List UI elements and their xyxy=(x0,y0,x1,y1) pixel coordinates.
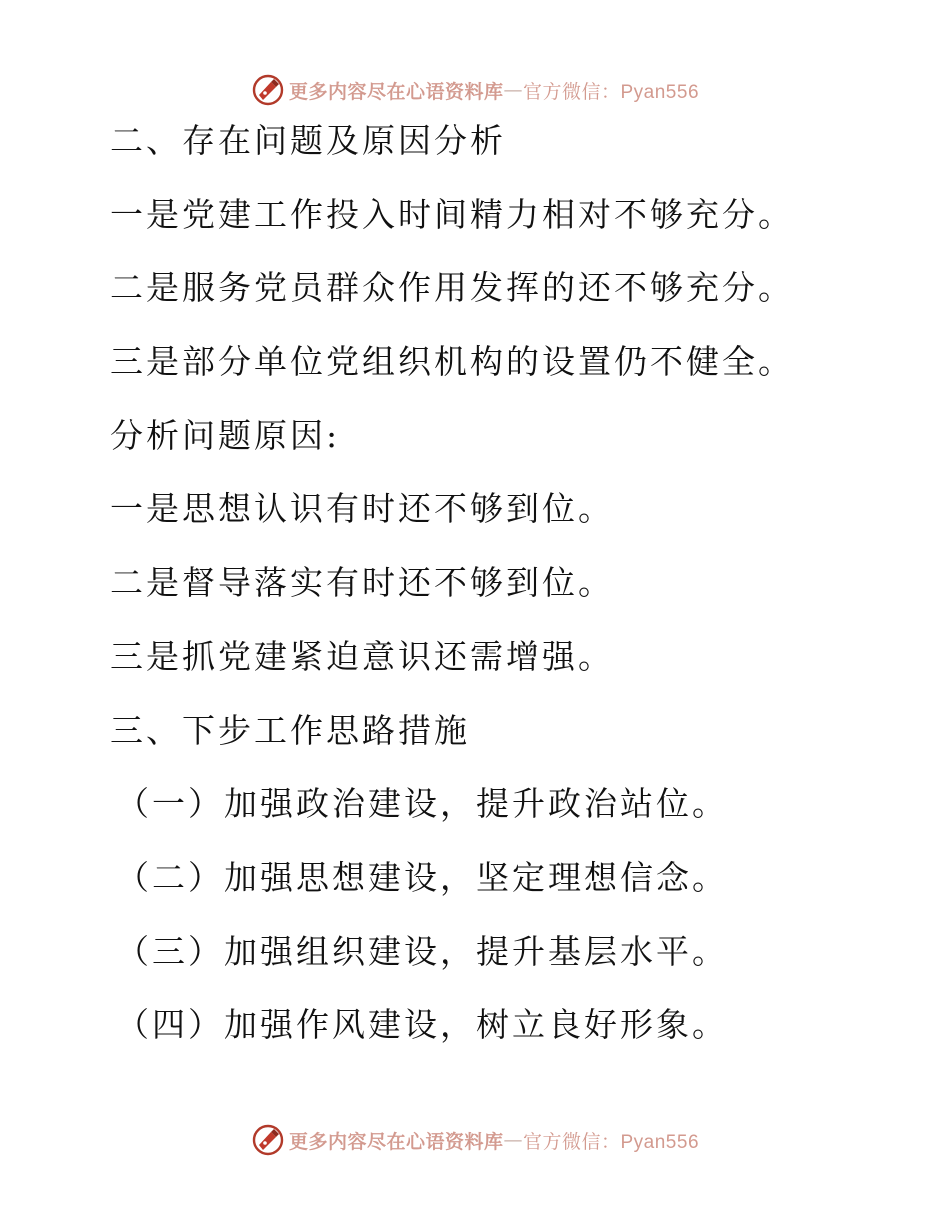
measure-item-2: （二）加强思想建设，坚定理想信念。 xyxy=(116,857,728,897)
section-heading-next-steps: 三、下步工作思路措施 xyxy=(110,710,470,750)
watermark-account-text: 官方微信：Pyan556 xyxy=(523,1131,700,1153)
cause-item-1: 一是思想认识有时还不够到位。 xyxy=(110,489,614,529)
measure-item-1: （一）加强政治建设，提升政治站位。 xyxy=(116,784,728,824)
problem-item-2: 二是服务党员群众作用发挥的还不够充分。 xyxy=(110,268,794,308)
measure-item-3: （三）加强组织建设，提升基层水平。 xyxy=(116,931,728,971)
problem-item-3: 三是部分单位党组织机构的设置仍不健全。 xyxy=(110,342,794,382)
measure-item-4: （四）加强作风建设，树立良好形象。 xyxy=(116,1005,728,1045)
watermark-account-text: 官方微信：Pyan556 xyxy=(523,81,700,103)
watermark-separator: — xyxy=(503,79,523,101)
cause-analysis-heading: 分析问题原因: xyxy=(110,415,341,455)
cause-item-3: 三是抓党建紧迫意识还需增强。 xyxy=(110,636,614,676)
watermark-main-text: 更多内容尽在心语资料库 xyxy=(288,1130,504,1153)
pen-nib-icon xyxy=(251,73,285,107)
document-body xyxy=(110,121,910,1079)
problem-item-1: 一是党建工作投入时间精力相对不够充分。 xyxy=(110,194,794,234)
watermark-header xyxy=(0,70,950,110)
watermark-main-text: 更多内容尽在心语资料库 xyxy=(288,80,504,103)
cause-item-2: 二是督导落实有时还不够到位。 xyxy=(110,563,614,603)
watermark-footer xyxy=(0,1120,950,1160)
section-heading-problems: 二、存在问题及原因分析 xyxy=(110,121,506,160)
watermark-separator: — xyxy=(503,1129,523,1151)
pen-nib-icon xyxy=(251,1123,285,1157)
